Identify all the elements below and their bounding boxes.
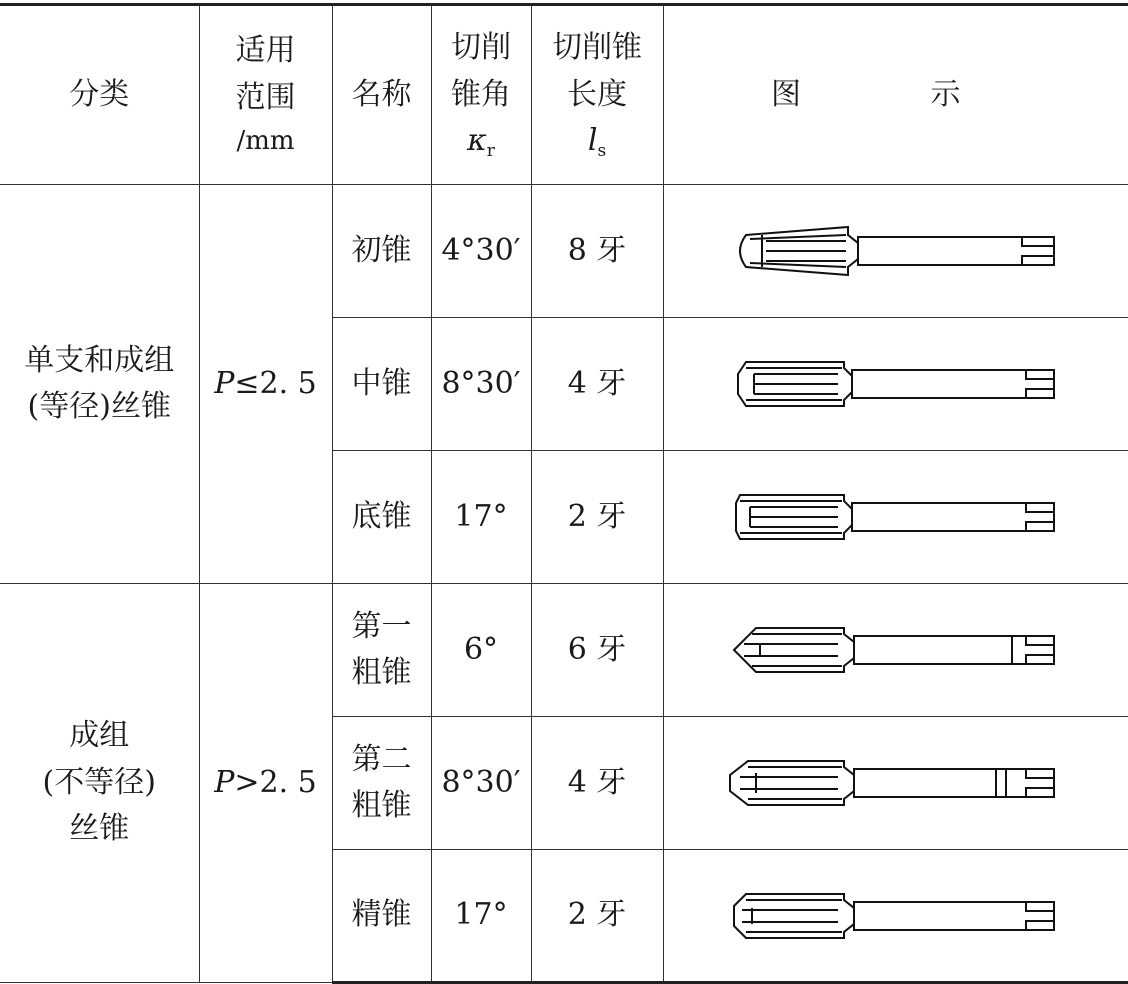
header-range: 适用 范围 /mm: [199, 5, 332, 185]
header-category: 分类: [0, 5, 199, 185]
tap-second-roughing-illustration: [726, 753, 1066, 813]
name-cell: 初锥: [332, 185, 431, 318]
header-angle: 切削 锥角 $\kappa_r$: [431, 5, 531, 185]
table-row: [0, 185, 1128, 318]
tap-plug-illustration: [726, 354, 1066, 414]
tap-taper-illustration: [726, 221, 1066, 281]
angle-cell: 6°: [431, 584, 531, 717]
figure-cell: [663, 451, 1128, 584]
angle-cell: 17°: [431, 850, 531, 983]
name-cell: 第二 粗锥: [332, 717, 431, 850]
length-cell: 2 牙: [531, 850, 663, 983]
figure-cell: [663, 584, 1128, 717]
header-figure: 图 示: [663, 5, 1128, 185]
header-length: 切削锥 长度 $l_s$: [531, 5, 663, 185]
length-cell: 2 牙: [531, 451, 663, 584]
figure-cell: [663, 850, 1128, 983]
tap-classification-table: [0, 3, 1128, 984]
category-cell: 成组 (不等径) 丝锥: [0, 584, 199, 983]
length-cell: 4 牙: [531, 318, 663, 451]
length-cell: 4 牙: [531, 717, 663, 850]
tap-first-roughing-illustration: [726, 620, 1066, 680]
figure-cell: [663, 185, 1128, 318]
name-cell: 第一 粗锥: [332, 584, 431, 717]
angle-cell: 17°: [431, 451, 531, 584]
range-cell: P>2. 5: [199, 584, 332, 983]
name-cell: 底锥: [332, 451, 431, 584]
length-cell: 6 牙: [531, 584, 663, 717]
header-row: [0, 5, 1128, 185]
range-cell: P≤2. 5: [199, 185, 332, 584]
angle-cell: 4°30′: [431, 185, 531, 318]
name-cell: 精锥: [332, 850, 431, 983]
angle-cell: 8°30′: [431, 318, 531, 451]
header-name: 名称: [332, 5, 431, 185]
tap-bottoming-illustration: [726, 487, 1066, 547]
figure-cell: [663, 318, 1128, 451]
figure-cell: [663, 717, 1128, 850]
tap-finishing-illustration: [726, 886, 1066, 946]
angle-cell: 8°30′: [431, 717, 531, 850]
name-cell: 中锥: [332, 318, 431, 451]
category-cell: 单支和成组 (等径)丝锥: [0, 185, 199, 584]
table-row: [0, 584, 1128, 717]
length-cell: 8 牙: [531, 185, 663, 318]
